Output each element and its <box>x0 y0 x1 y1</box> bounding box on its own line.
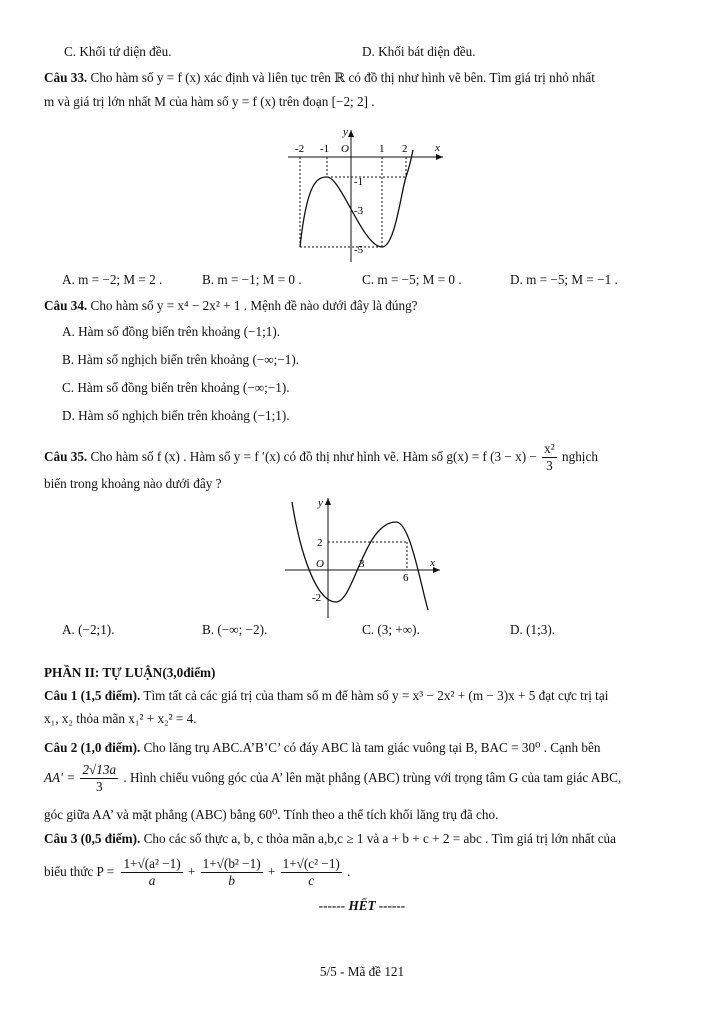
c3-plus-1: + <box>187 864 196 879</box>
q35-option-c[interactable]: C. (3; +∞). <box>362 622 420 637</box>
q34-option-a[interactable]: A. Hàm số đồng biến trên khoảng (−1;1). <box>62 324 281 339</box>
part2-c2-text1: Cho lăng trụ ABC.A’B’C’ có đáy ABC là tam giác vuông tại B, BAC = 30⁰ . Cạnh bên <box>143 740 601 755</box>
c3-f3-den: c <box>308 873 315 889</box>
c3-fraction-a <box>121 856 182 889</box>
part2-c3-line1 <box>44 830 616 848</box>
question-35-graph <box>280 492 450 622</box>
c3-fraction-b <box>201 856 263 889</box>
q33-curve <box>300 150 413 247</box>
page-footer: 5/5 - Mã đề 121 <box>319 964 405 979</box>
question-35-text1a: Cho hàm số f (x) . Hàm số y = f ′(x) có đồ thị như hình vẽ. Hàm số g(x) = f (3 − x) − <box>90 449 537 464</box>
option-c-prev: C. Khối tứ diện đều. <box>64 44 172 59</box>
q35-x-label: x <box>430 557 435 569</box>
q35-ytick-m2: -2 <box>312 592 322 604</box>
q35-frac-num: x² <box>544 441 555 457</box>
question-35-fraction <box>542 441 557 474</box>
part2-c2-fraction <box>80 762 118 795</box>
part2-c3-text1: Cho các số thực a, b, c thỏa mãn a,b,c ≥ 1 và a + b + c + 2 = abc . Tìm giá trị lớn nhất của <box>143 831 617 846</box>
q33-x-label: x <box>435 142 440 154</box>
question-33-text2: m và giá trị lớn nhất M của hàm số y = f (x) trên đoạn [−2; 2] . <box>44 94 375 109</box>
question-35-text2: biến trong khoảng nào dưới đây ? <box>44 476 222 491</box>
q33-xtick-1: 1 <box>379 143 385 155</box>
end-marker: ------ HẾT ------ <box>318 898 406 913</box>
q33-option-a[interactable]: A. m = −2; M = 2 . <box>62 272 163 287</box>
c2-frac-num: 2√13a <box>82 762 117 778</box>
part2-c1-label: Câu 1 (1,5 điểm). <box>44 688 141 703</box>
c3-f1-den: a <box>148 873 156 889</box>
c3-period: . <box>347 864 351 879</box>
c3-f2-num: 1+√(b² −1) <box>202 856 261 872</box>
question-35-text1b: nghịch <box>562 449 598 464</box>
question-33-line2 <box>44 93 375 111</box>
option-d-prev: D. Khối bát diện đều. <box>362 44 476 59</box>
q33-ytick-m3: -3 <box>354 205 364 217</box>
question-34-label: Câu 34. <box>44 298 88 313</box>
part2-c1-text1: Tìm tất cả các giá trị của tham số m để hàm số y = x³ − 2x² + (m − 3)x + 5 đạt cực trị tại <box>143 688 609 703</box>
c3-fraction-c <box>281 856 342 889</box>
c3-f2-den: b <box>228 873 235 889</box>
part2-c2-line1 <box>44 739 600 757</box>
c3-plus-2: + <box>267 864 276 879</box>
part2-c1-text2: x₁, x₂ thỏa mãn x₁² + x₂² = 4. <box>44 711 197 726</box>
question-34-text: Cho hàm số y = x⁴ − 2x² + 1 . Mệnh đề nào dưới đây là đúng? <box>90 298 418 313</box>
q35-option-a[interactable]: A. (−2;1). <box>62 622 115 637</box>
question-35-line1 <box>44 440 598 474</box>
q33-xtick-m2: -2 <box>295 143 305 155</box>
part2-c2-line2 <box>44 760 621 796</box>
question-35-label: Câu 35. <box>44 449 88 464</box>
question-33-graph <box>283 122 453 272</box>
q33-option-d[interactable]: D. m = −5; M = −1 . <box>510 272 618 287</box>
c3-f3-num: 1+√(c² −1) <box>282 856 340 872</box>
question-34-line <box>44 297 418 315</box>
q33-xtick-m1: -1 <box>320 143 330 155</box>
part2-c3-line2 <box>44 852 350 892</box>
q33-y-arrow <box>348 130 354 137</box>
q33-ytick-m1: -1 <box>354 176 364 188</box>
part2-c2-text3: góc giữa AA’ và mặt phẳng (ABC) bằng 60⁰. Tính theo a thể tích khối lăng trụ đã cho. <box>44 807 499 822</box>
part2-c1-line2 <box>44 710 197 728</box>
q35-origin: O <box>316 558 324 570</box>
question-35-line2 <box>44 475 221 493</box>
q35-frac-den: 3 <box>546 458 553 474</box>
q33-xtick-2: 2 <box>402 143 408 155</box>
q33-x-arrow <box>436 154 443 160</box>
part2-c1-line1 <box>44 687 608 705</box>
c2-frac-den: 3 <box>95 779 103 795</box>
q35-option-d[interactable]: D. (1;3). <box>510 622 556 637</box>
part2-c3-label: Câu 3 (0,5 điểm). <box>44 831 141 846</box>
part2-c2-aa: AA' = <box>44 770 76 785</box>
q34-option-d[interactable]: D. Hàm số nghịch biến trên khoảng (−1;1). <box>62 408 290 423</box>
part2-heading: PHẦN II: TỰ LUẬN(3,0điểm) <box>44 665 216 680</box>
q35-xtick-3: 3 <box>359 558 365 570</box>
q35-y-arrow <box>325 498 331 505</box>
question-33-label: Câu 33. <box>44 70 88 85</box>
part2-c3-text2: biểu thức P = <box>44 864 115 879</box>
q33-option-b[interactable]: B. m = −1; M = 0 . <box>202 272 302 287</box>
question-33-line1 <box>44 69 595 87</box>
q33-option-c[interactable]: C. m = −5; M = 0 . <box>362 272 462 287</box>
q35-ytick-2: 2 <box>317 537 323 549</box>
part2-c2-label: Câu 2 (1,0 điểm). <box>44 740 141 755</box>
q33-y-label: y <box>343 126 348 138</box>
q34-option-b[interactable]: B. Hàm số nghịch biến trên khoảng (−∞;−1). <box>62 352 300 367</box>
question-33-text1: Cho hàm số y = f (x) xác định và liên tục trên ℝ có đồ thị như hình vẽ bên. Tìm giá trị nhỏ nhất <box>90 70 595 85</box>
q33-ytick-m5: -5 <box>354 244 364 256</box>
q35-xtick-6: 6 <box>403 572 409 584</box>
part2-c2-text2: . Hình chiếu vuông góc của A’ lên mặt phẳng (ABC) trùng với trọng tâm G của tam giác ABC, <box>123 770 622 785</box>
q35-option-b[interactable]: B. (−∞; −2). <box>202 622 268 637</box>
q34-option-c[interactable]: C. Hàm số đồng biến trên khoảng (−∞;−1). <box>62 380 290 395</box>
q33-origin: O <box>341 143 349 155</box>
part2-c2-line3 <box>44 806 498 824</box>
q35-y-label: y <box>318 497 323 509</box>
c3-f1-num: 1+√(a² −1) <box>123 856 181 872</box>
